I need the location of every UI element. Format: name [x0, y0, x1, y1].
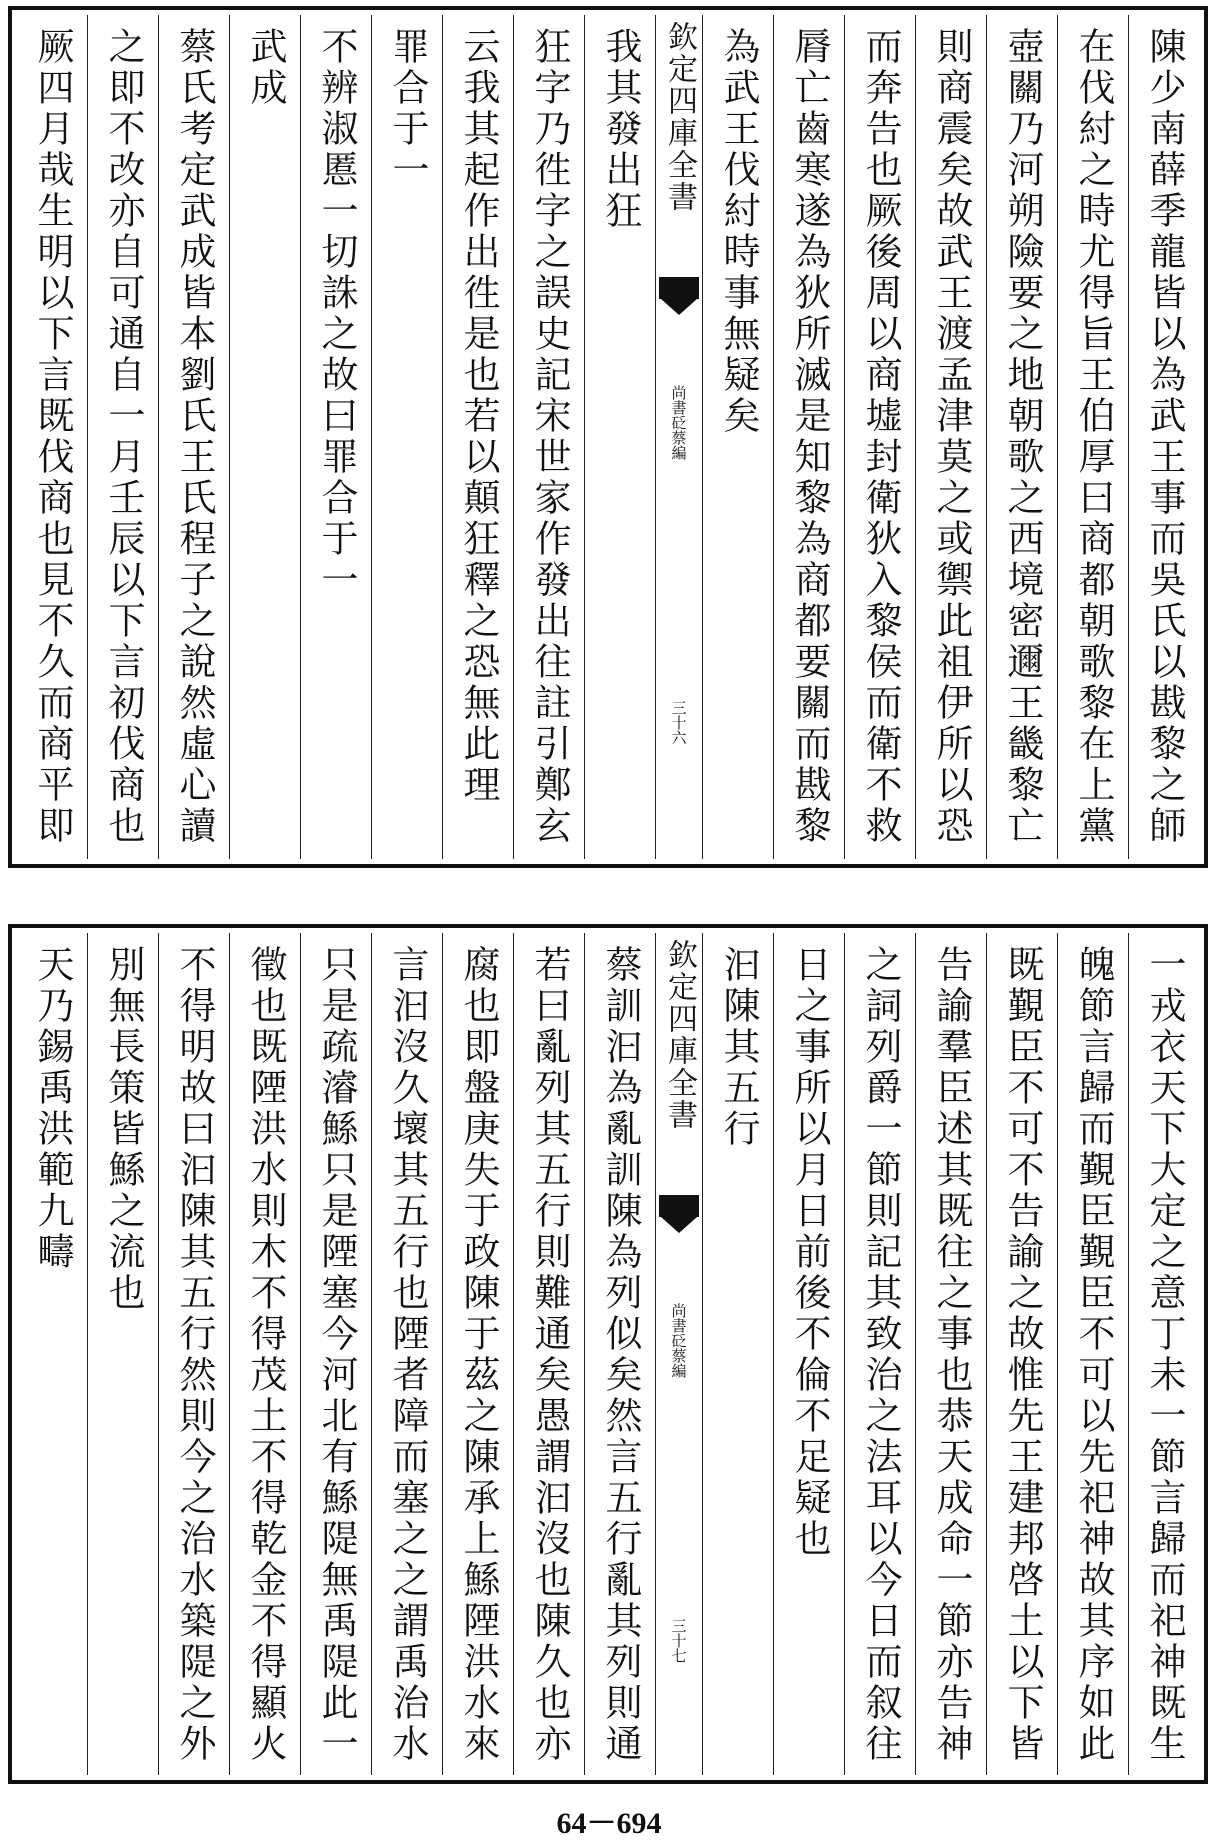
- text-column: [1128, 933, 1199, 1775]
- fishtail-mark-icon: [659, 1195, 699, 1217]
- column-text: 天乃錫禹洪範九疇: [31, 945, 74, 1273]
- column-text: 腐也即盤庚失于政陳于茲之陳承上鯀陻洪水來: [457, 945, 500, 1765]
- text-column: [915, 933, 986, 1775]
- text-column: [158, 15, 229, 859]
- text-column: [773, 15, 844, 859]
- spine-book-title: 尚書砭蔡編: [669, 385, 688, 460]
- column-text: 蔡氏考定武成皆本劉氏王氏程子之說然虛心讀: [173, 27, 216, 847]
- page-number: 64－694: [556, 1807, 662, 1840]
- text-column: [584, 933, 655, 1775]
- column-text: 若曰亂列其五行則難通矣愚謂汩沒也陳久也亦: [528, 945, 571, 1765]
- column-text: 只是疏濬鯀只是陻塞今河北有鯀隄無禹隄此一: [315, 945, 358, 1765]
- text-column: [986, 933, 1057, 1775]
- bottom-page-panel: [8, 924, 1208, 1784]
- text-column: [844, 933, 915, 1775]
- text-column: [702, 933, 773, 1775]
- column-text: 汩陳其五行: [717, 945, 760, 1150]
- column-text: 不得明故曰汩陳其五行然則今之治水築隄之外: [173, 945, 216, 1765]
- column-text: 一戎衣天下大定之意丁未一節言歸而祀神既生: [1143, 945, 1186, 1765]
- spine-folio-number: 三十六: [669, 700, 688, 745]
- column-text: 日之事所以月日前後不倫不足疑也: [788, 945, 831, 1560]
- text-column: [1057, 15, 1128, 859]
- column-text: 陳少南薛季龍皆以為武王事而吳氏以戡黎之師: [1143, 27, 1186, 847]
- column-text: 云我其起作出徃是也若以顛狂釋之恐無此理: [457, 27, 500, 806]
- column-text: 罪合于一: [386, 27, 429, 191]
- column-text: 告諭羣臣述其既往之事也恭天成命一節亦告神: [930, 945, 973, 1765]
- text-column: [844, 15, 915, 859]
- column-text: 在伐紂之時尤得旨王伯厚曰商都朝歌黎在上黨: [1072, 27, 1115, 847]
- text-column: [300, 15, 371, 859]
- text-column: [17, 15, 87, 859]
- text-column: [773, 933, 844, 1775]
- column-text: 別無長策皆鯀之流也: [102, 945, 145, 1314]
- center-spine: [655, 933, 702, 1775]
- text-column: [513, 933, 584, 1775]
- fishtail-mark-icon: [659, 277, 699, 299]
- text-column: [584, 15, 655, 859]
- text-column: [915, 15, 986, 859]
- column-text: 狂字乃徃字之誤史記宋世家作發出往註引鄭玄: [528, 27, 571, 847]
- column-text: 徵也既陻洪水則木不得茂土不得乾金不得顯火: [244, 945, 287, 1765]
- text-column: [1057, 933, 1128, 1775]
- spine-book-title: 尚書砭蔡編: [669, 1303, 688, 1378]
- column-text: 我其發出狂: [599, 27, 642, 232]
- text-column: [371, 15, 442, 859]
- column-text: 厥四月哉生明以下言既伐商也見不久而商平即: [31, 27, 74, 847]
- bottom-text-columns: [17, 933, 1199, 1775]
- column-text: 既覲臣不可不告諭之故惟先王建邦啓土以下皆: [1001, 945, 1044, 1765]
- column-text: 言汩沒久壞其五行也陻者障而塞之之謂禹治水: [386, 945, 429, 1765]
- text-column: [87, 933, 158, 1775]
- column-text: 蔡訓汩為亂訓陳為列似矣然言五行亂其列則通: [599, 945, 642, 1765]
- text-column: [986, 15, 1057, 859]
- column-text: 魄節言歸而覲臣覲臣不可以先祀神故其序如此: [1072, 945, 1115, 1765]
- column-text: 則商震矣故武王渡孟津莫之或禦此祖伊所以恐: [930, 27, 973, 847]
- spine-title: 欽定四庫全書: [662, 21, 697, 213]
- text-column: [229, 15, 300, 859]
- column-text: 武成: [244, 27, 287, 109]
- text-column: [300, 933, 371, 1775]
- spine-folio-number: 三十七: [669, 1618, 688, 1663]
- top-text-columns: [17, 15, 1199, 859]
- text-column: [17, 933, 87, 1775]
- column-text: 之詞列爵一節則記其致治之法耳以今日而叙往: [859, 945, 902, 1765]
- text-column: [442, 15, 513, 859]
- text-column: [513, 15, 584, 859]
- text-column: [702, 15, 773, 859]
- column-text: 之即不改亦自可通自一月壬辰以下言初伐商也: [102, 27, 145, 847]
- text-column: [371, 933, 442, 1775]
- column-text: 壺關乃河朔險要之地朝歌之西境密邇王畿黎亡: [1001, 27, 1044, 847]
- text-column: [87, 15, 158, 859]
- text-column: [158, 933, 229, 1775]
- column-text: 而奔告也厥後周以商墟封衛狄入黎侯而衛不救: [859, 27, 902, 847]
- column-text: 為武王伐紂時事無疑矣: [717, 27, 760, 437]
- top-page-panel: [8, 6, 1208, 868]
- text-column: [229, 933, 300, 1775]
- center-spine: [655, 15, 702, 859]
- spine-title: 欽定四庫全書: [662, 939, 697, 1131]
- text-column: [442, 933, 513, 1775]
- text-column: [1128, 15, 1199, 859]
- column-text: 脣亡齒寒遂為狄所滅是知黎為商都要關而戡黎: [788, 27, 831, 847]
- column-text: 不辨淑慝一切誅之故曰罪合于一: [315, 27, 358, 601]
